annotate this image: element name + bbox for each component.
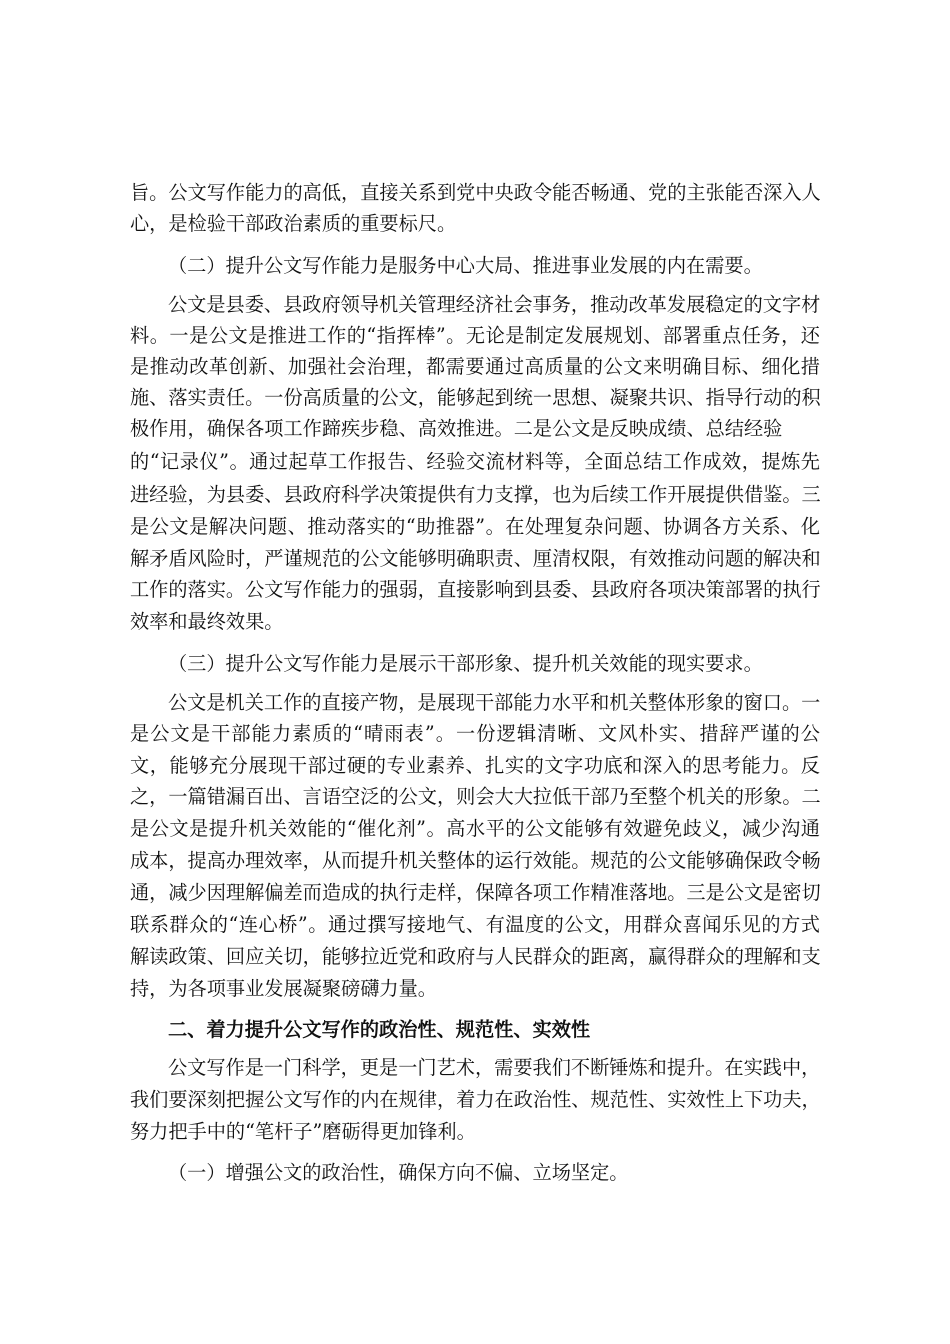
text-line: 旨。公文写作能力的高低，直接关系到党中央政令能否畅通、党的主张能否深入人 xyxy=(130,181,821,204)
text-line: 工作的落实。公文写作能力的强弱，直接影响到县委、县政府各项决策部署的执行 xyxy=(130,578,821,601)
text-line: 文，能够充分展现干部过硬的专业素养、扎实的文字功底和深入的思考能力。反 xyxy=(130,754,820,777)
text-line: 持，为各项事业发展凝聚磅礴力量。 xyxy=(130,977,437,1000)
text-line: 进经验，为县委、县政府科学决策提供有力支撑，也为后续工作开展提供借鉴。三 xyxy=(130,483,821,506)
text-line: 是公文是解决问题、推动落实的“助推器”。在处理复杂问题、协调各方关系、化 xyxy=(130,515,820,538)
text-line: 成本，提高办理效率，从而提升机关整体的运行效能。规范的公文能够确保政令畅 xyxy=(130,849,821,872)
text-line: 解读政策、回应关切，能够拉近党和政府与人民群众的距离，赢得群众的理解和支 xyxy=(130,945,821,968)
chapter-heading: 二、着力提升公文写作的政治性、规范性、实效性 xyxy=(168,1018,591,1041)
section-heading: （一）增强公文的政治性，确保方向不偏、立场坚定。 xyxy=(168,1161,629,1184)
text-line: 的“记录仪”。通过起草工作报告、经验交流材料等，全面总结工作成效，提炼先 xyxy=(130,450,820,473)
paragraph-first-line: 公文是机关工作的直接产物，是展现干部能力水平和机关整体形象的窗口。一 xyxy=(168,691,821,714)
text-line: 料。一是公文是推进工作的“指挥棒”。无论是制定发展规划、部署重点任务，还 xyxy=(130,324,820,347)
text-line: 联系群众的“连心桥”。通过撰写接地气、有温度的公文，用群众喜闻乐见的方式 xyxy=(130,913,820,936)
text-line: 心，是检验干部政治素质的重要标尺。 xyxy=(130,212,457,235)
paragraph-first-line: 公文是县委、县政府领导机关管理经济社会事务，推动改革发展稳定的文字材 xyxy=(168,293,821,316)
text-line: 我们要深刻把握公文写作的内在规律，着力在政治性、规范性、实效性上下功夫， xyxy=(130,1088,821,1111)
text-line: 之，一篇错漏百出、言语空泛的公文，则会大大拉低干部乃至整个机关的形象。二 xyxy=(130,785,821,808)
text-line: 努力把手中的“笔杆子”磨砺得更加锋利。 xyxy=(130,1120,476,1143)
text-line: 是推动改革创新、加强社会治理，都需要通过高质量的公文来明确目标、细化措 xyxy=(130,355,820,378)
paragraph-first-line: 公文写作是一门科学，更是一门艺术，需要我们不断锤炼和提升。在实践中， xyxy=(168,1056,821,1079)
text-line: 效率和最终效果。 xyxy=(130,610,284,633)
section-heading: （二）提升公文写作能力是服务中心大局、推进事业发展的内在需要。 xyxy=(168,254,763,277)
text-line: 是公文是提升机关效能的“催化剂”。高水平的公文能够有效避免歧义，减少沟通 xyxy=(130,817,820,840)
section-heading: （三）提升公文写作能力是展示干部形象、提升机关效能的现实要求。 xyxy=(168,652,763,675)
text-line: 解矛盾风险时，严谨规范的公文能够明确职责、厘清权限，有效推动问题的解决和 xyxy=(130,547,821,570)
text-line: 是公文是干部能力素质的“晴雨表”。一份逻辑清晰、文风朴实、措辞严谨的公 xyxy=(130,722,820,745)
text-line: 施、落实责任。一份高质量的公文，能够起到统一思想、凝聚共识、指导行动的积 xyxy=(130,386,821,409)
text-line: 极作用，确保各项工作蹄疾步稳、高效推进。二是公文是反映成绩、总结经验 xyxy=(130,417,783,440)
text-line: 通，减少因理解偏差而造成的执行走样，保障各项工作精准落地。三是公文是密切 xyxy=(130,881,821,904)
